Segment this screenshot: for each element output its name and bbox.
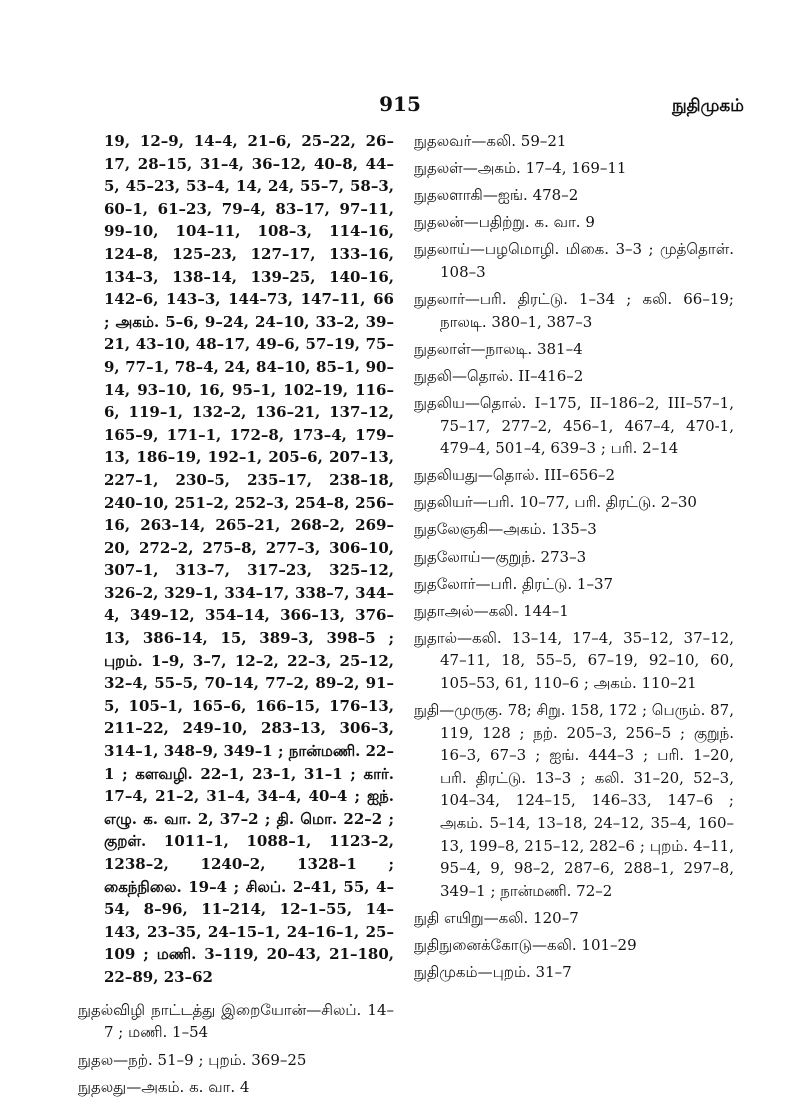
index-entry: நுதலேஞகி—அகம். 135–3 [414,520,597,539]
index-entry: நுதலவர்—கலி. 59–21 [414,132,567,150]
index-entry: நுதல்விழி நாட்டத்து இறையோன்—சிலப். 14–7 ; மணி. 1–54 [78,1000,394,1042]
index-entry: நுதலன்—பதிற்று. க. வா. 9 [414,213,595,232]
left-column [78,130,394,1104]
index-entry: நுதலி—தொல். II–416–2 [414,366,584,385]
index-entry: நுதல—நற். 51–9 ; புறம். 369–25 [78,1050,307,1069]
continued-entry-references: 19, 12–9, 14–4, 21–6, 25–22, 26–17, 28–15, 31–4, 36–12, 40–8, 44–5, 45–23, 53–4, 14, 24, 55–7, 58–3, 60–1, 61–23, 79–4, 83–17, 97–11, 99–10, 104–11, 108–3, 114–16, 124–8, 125–23, 127–17, 133–16, 134–3, 138–14, 139–25, 140–16, 142–6, 143–3, 144–73, 147–11, 66 ; அகம். 5–6, 9–24, 24–10, 33–2, 39–21, 43–10, 48–17, 49–6, 57–19, 75–9, 77–1, 78–4, 24, 84–10, 85–1, 90–14, 93–10, 16, 95–1, 102–19, 116–6, 119–1, 132–2, 136–21, 137–12, 165–9, 171–1, 172–8, 173–4, 179–13, 186–19, 192–1, 205–6, 207–13, 227–1, 230–5, 235–17, 238–18, 240–10, 251–2, 252–3, 254–8, 256–16, 263–14, 265–21, 268–2, 269–20, 272–2, 275–8, 277–3, 306–10, 307–1, 313–7, 317–23, 325–12, 326–2, 329–1, 334–17, 338–7, 344–4, 349–12, 354–14, 366–13, 376–13, 386–14, 15, 389–3, 398–5 ; புறம். 1–9, 3–7, 12–2, 22–3, 25–12, 32–4, 55–5, 70–14, 77–2, 89–2, 91–5, 105–1, 165–6, 166–15, 176–13, 211–22, 249–10, 283–13, 306–3, 314–1, 348–9, 349–1 ; நான்மணி. 22–1 ; களவழி. 22–1, 23–1, 31–1 ; கார். 17–4, 21–2, 31–4, 34–4, 40–4 ; ஐந். எழு. க. வா. 2, 37–2 ; தி. மொ. 22–2 ; குறள். 1011–1, 1088–1, 1123–2, 1238–2, 1240–2, 1328–1 ; கைந்நிலை. 19–4 ; சிலப். 2–41, 55, 4–54, 8–96, 11–214, 12–1–55, 14–143, 23–35, 24–15–1, 24–16–1, 25–109 ; மணி. 3–119, 20–43, 21–180, 22–89, 23–62 [104,132,394,986]
index-entry: நுதலார்—பரி. திரட்டு. 1–34 ; கலி. 66–19; நாலடி. 380–1, 387–3 [414,290,734,331]
index-entry: நுதலியது—தொல். III–656–2 [414,466,616,485]
index-entry: நுதி எயிறு—கலி. 120–7 [414,908,579,927]
page-number: 915 [379,92,421,116]
index-entry: நுதலது—அகம். க. வா. 4 [78,1078,250,1097]
index-entry: நுதலாய்—பழமொழி. மிகை. 3–3 ; முத்தொள். 108–3 [414,240,734,281]
index-entry: நுதலளாகி—ஐங். 478–2 [414,186,579,205]
right-column [414,130,734,988]
index-entry: நுதலள்—அகம். 17–4, 169–11 [414,159,627,178]
index-entry: நுதிமுகம்—புறம். 31–7 [414,963,572,982]
index-entry: நுதாஅல்—கலி. 144–1 [414,601,569,620]
index-entry: நுதலோய்—குறுந். 273–3 [414,547,587,566]
index-entry: நுதி—முருகு. 78; சிறு. 158, 172 ; பெரும். 87, 119, 128 ; நற். 205–3, 256–5 ; குறுந். 16–3, 67–3 ; ஐங். 444–3 ; பரி. 1–20, பரி. திரட்டு. 13–3 ; கலி. 31–20, 52–3, 104–34, 124–15, 146–33, 147–6 ; அகம். 5–14, 13–18, 24–12, 35–4, 160–13, 199–8, 215–12, 282–6 ; புறம். 4–11, 95–4, 9, 98–2, 287–6, 288–1, 297–8, 349–1 ; நான்மணி. 72–2 [414,701,734,900]
index-entry: நுதால்—கலி. 13–14, 17–4, 35–12, 37–12, 47–11, 18, 55–5, 67–19, 92–10, 60, 105–53, 61, 110–6 ; அகம். 110–21 [414,628,734,692]
index-entry: நுதிநுனைக்கோடு—கலி. 101–29 [414,936,637,954]
running-head: நுதிமுகம் [671,96,744,116]
index-entry: நுதலோர்—பரி. திரட்டு. 1–37 [414,574,614,593]
index-entry: நுதலாள்—நாலடி. 381–4 [414,339,583,358]
index-entry: நுதலியர்—பரி. 10–77, பரி. திரட்டு. 2–30 [414,493,697,512]
index-entry: நுதலிய—தொல். I–175, II–186–2, III–57–1, 75–17, 277–2, 456–1, 467–4, 470-1, 479–4, 501–4, 639–3 ; பரி. 2–14 [414,393,734,458]
